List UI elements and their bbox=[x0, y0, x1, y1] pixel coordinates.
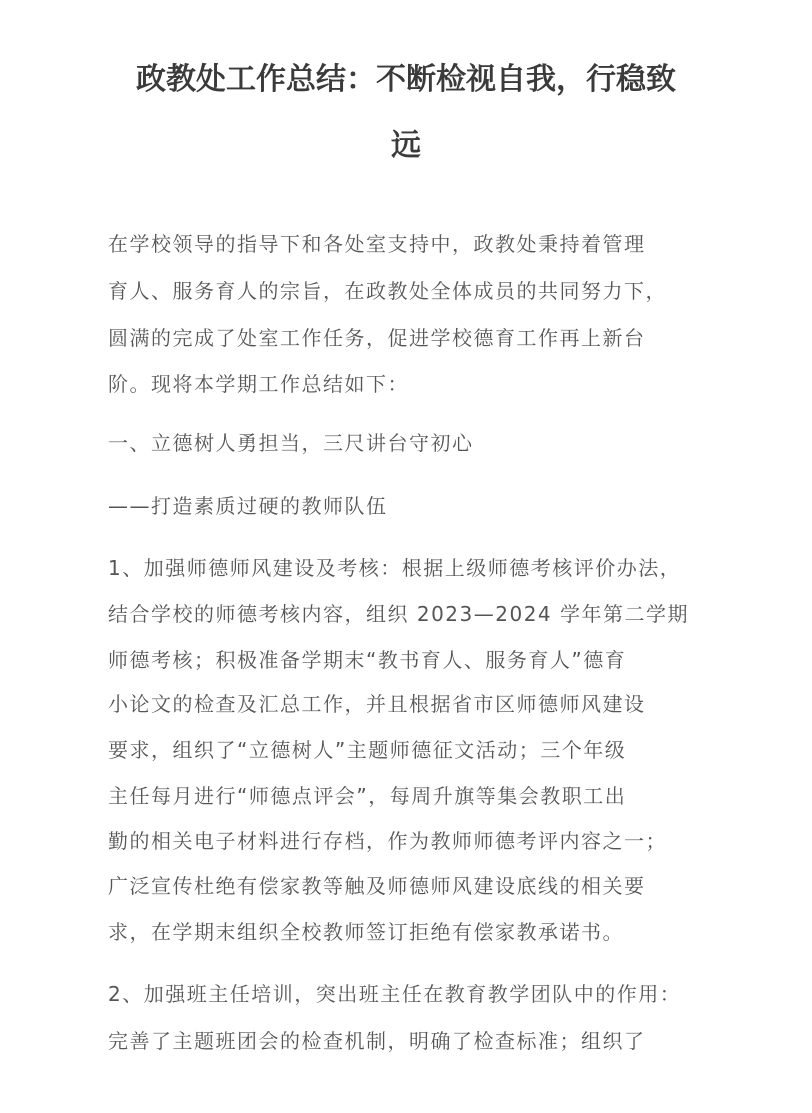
section-subheading: ——打造素质过硬的教师队伍 bbox=[108, 494, 388, 518]
paragraph-line: 2、加强班主任培训，突出班主任在教育教学团队中的作用： bbox=[108, 982, 682, 1006]
paragraph-line: 广泛宣传杜绝有偿家教等触及师德师风建设底线的相关要 bbox=[108, 874, 646, 898]
paragraph-line: 小论文的检查及汇总工作，并且根据省市区师德师风建设 bbox=[108, 692, 646, 716]
intro-line: 育人、服务育人的宗旨，在政教处全体成员的共同努力下， bbox=[108, 279, 667, 303]
document-title-line-1: 政教处工作总结：不断检视自我，行稳致 bbox=[136, 62, 676, 97]
paragraph-line: 要求，组织了“立德树人”主题师德征文活动；三个年级 bbox=[108, 738, 627, 762]
paragraph-line: 结合学校的师德考核内容，组织 2023—2024 学年第二学期 bbox=[108, 602, 690, 626]
paragraph-line: 1、加强师德师风建设及考核：根据上级师德考核评价办法， bbox=[108, 556, 682, 580]
paragraph-line: 主任每月进行“师德点评会”，每周升旗等集会教职工出 bbox=[108, 784, 627, 808]
intro-line: 圆满的完成了处室工作任务，促进学校德育工作再上新台 bbox=[108, 326, 646, 350]
document-title-line-2: 远 bbox=[391, 128, 421, 163]
paragraph-line: 师德考核；积极准备学期末“教书育人、服务育人”德育 bbox=[108, 648, 627, 672]
paragraph-line: 勤的相关电子材料进行存档，作为教师师德考评内容之一； bbox=[108, 829, 667, 853]
section-heading: 一、立德树人勇担当，三尺讲台守初心 bbox=[108, 431, 474, 455]
paragraph-line: 完善了主题班团会的检查机制，明确了检查标准；组织了 bbox=[108, 1029, 646, 1053]
intro-line: 阶。现将本学期工作总结如下： bbox=[108, 372, 409, 396]
intro-line: 在学校领导的指导下和各处室支持中，政教处秉持着管理 bbox=[108, 232, 646, 256]
paragraph-line: 求，在学期末组织全校教师签订拒绝有偿家教承诺书。 bbox=[108, 920, 624, 944]
